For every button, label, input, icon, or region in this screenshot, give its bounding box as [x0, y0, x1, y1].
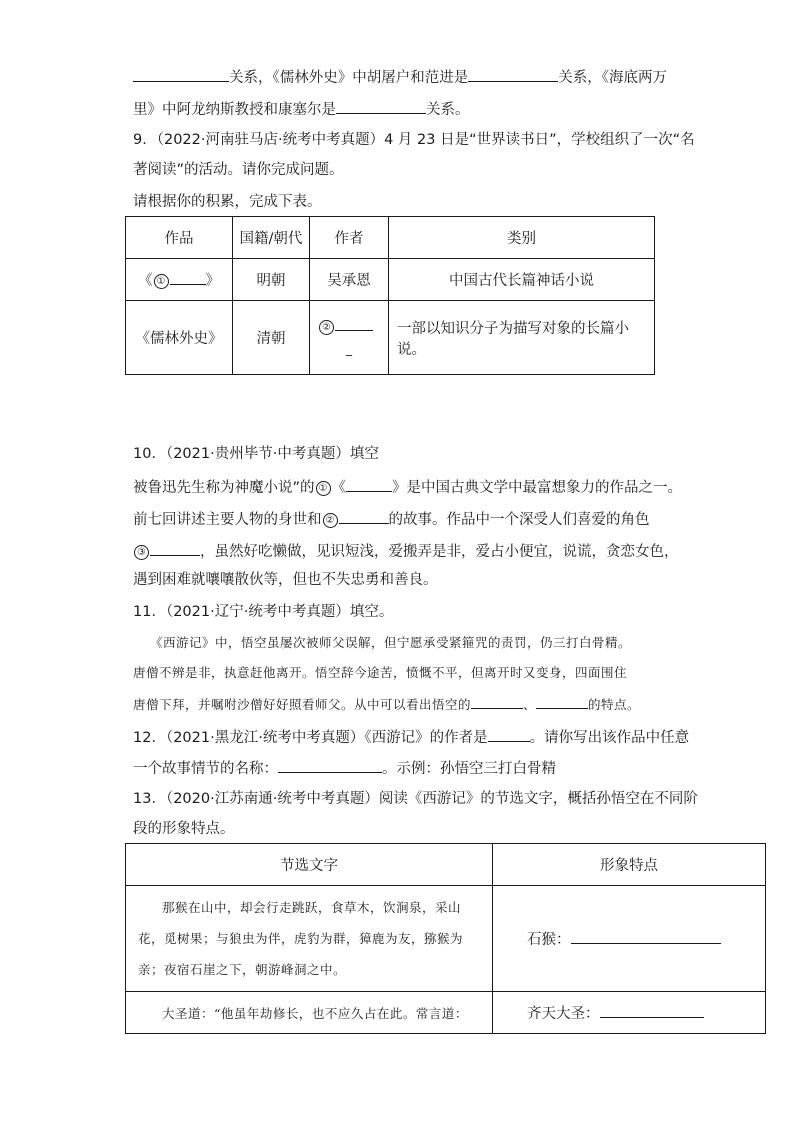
q10-line-3: 前七回讲述主要人物的身世和 ② 的故事。作品中一个深受人们喜爱的角色: [133, 508, 650, 530]
table-header-row: [126, 217, 655, 259]
q10-title: 10．（2021·贵州毕节·中考真题）填空: [133, 446, 379, 462]
q13-stem-line-1: 13．（2020·江苏南通·统考中考真题）阅读《西游记》的节选文字，概括孙悟空在不同阶: [133, 791, 698, 807]
circled-number: ②: [319, 320, 334, 335]
answer-blank[interactable]: [336, 98, 426, 114]
excerpt-cell: 大圣道：“他虽年劫修长，也不应久占在此。常言道：: [126, 992, 493, 1034]
circled-number: ②: [323, 513, 338, 528]
answer-blank[interactable]: [133, 66, 229, 82]
q9-stem-line-1: 9．（2022·河南驻马店·统考中考真题）4 月 23 日是“世界读书日”，学校组织了一次“名: [133, 132, 695, 148]
q13-stem-line-2: 段的形象特点。: [133, 821, 235, 837]
table-row: [126, 301, 655, 375]
q9-instruction: 请根据你的积累，完成下表。: [133, 194, 322, 210]
table-header: 作品: [126, 217, 233, 259]
table-header-row: [126, 844, 766, 886]
q10-line-5: 遇到困难就嚷嚷散伙等，但也不失忠勇和善良。: [133, 572, 438, 588]
table-row: [126, 886, 766, 992]
table-row: [126, 992, 766, 1034]
answer-blank[interactable]: [335, 315, 373, 331]
trait-cell: 齐天大圣：: [493, 992, 766, 1034]
q10-line-4: ③ ，虽然好吃懒做，见识短浅，爱搬弄是非，爱占小便宜，说谎，贪恋女色，: [133, 540, 679, 562]
table-header: 节选文字: [126, 844, 493, 886]
q11-passage-line-2: 唐僧不辨是非，执意赶他离开。悟空辞今途苦，愤慨不平，但离开时又变身，四面围住: [133, 665, 628, 680]
answer-blank[interactable]: [170, 269, 206, 285]
answer-blank[interactable]: [471, 693, 523, 709]
trait-cell: 石猴：: [493, 886, 766, 992]
table-cell: 中国古代长篇神话小说: [389, 259, 655, 301]
table-header: 国籍/朝代: [233, 217, 310, 259]
table-cell: 一部以知识分子为描写对象的长篇小说。: [389, 301, 655, 375]
q11-title: 11．（2021·辽宁·统考中考真题）填空。: [133, 604, 394, 620]
excerpt-cell: 那猴在山中，却会行走跳跃，食草木，饮涧泉，采山 花，觅树果；与狼虫为伴，虎豹为群，獐鹿为友，猕猴为 亲；夜宿石崖之下，朝游峰洞之中。: [126, 886, 493, 992]
table-row: [126, 259, 655, 301]
table-cell-work: 《 ① 》: [126, 259, 233, 301]
answer-blank[interactable]: [150, 540, 200, 556]
q8-line-2: 里》中阿龙纳斯教授和康塞尔是 关系。: [133, 98, 470, 120]
answer-blank[interactable]: [278, 757, 382, 773]
answer-blank[interactable]: [468, 66, 558, 82]
table-cell: 明朝: [233, 259, 310, 301]
table-cell: 清朝: [233, 301, 310, 375]
answer-blank[interactable]: [536, 693, 588, 709]
q9-stem-line-2: 著阅读”的活动。请你完成问题。: [133, 162, 344, 178]
q12-line-2: 一个故事情节的名称： 。示例：孙悟空三打白骨精: [133, 757, 556, 779]
answer-blank[interactable]: [571, 928, 721, 944]
answer-blank[interactable]: [488, 726, 530, 742]
table-header: 作者: [310, 217, 389, 259]
q13-table: [125, 843, 766, 1034]
q10-line-2: 被鲁迅先生称为神魔小说”的 ① 《 》是中国古典文学中最富想象力的作品之一。: [133, 476, 682, 498]
q11-passage-line-3: 唐僧下拜，并嘱咐沙僧好好照看师父。从中可以看出悟空的 、 的特点。: [133, 693, 640, 715]
table-header: 类别: [389, 217, 655, 259]
circled-number: ①: [154, 274, 169, 289]
answer-blank[interactable]: [339, 508, 389, 524]
q8-line-1: 关系，《儒林外史》中胡屠户和范进是 关系，《海底两万: [133, 66, 667, 88]
table-cell: 《儒林外史》: [126, 301, 233, 375]
q11-passage-line-1: 《西游记》中，悟空虽屡次被师父误解，但宁愿承受紧箍咒的责罚，仍三打白骨精。: [150, 635, 632, 650]
q9-table: [125, 216, 655, 375]
table-header: 形象特点: [493, 844, 766, 886]
circled-number: ①: [316, 481, 331, 496]
table-cell: 吴承恩: [310, 259, 389, 301]
q12-line-1: 12．（2021·黑龙江·统考中考真题）《西游记》的作者是 。请你写出该作品中任意: [133, 726, 689, 748]
table-cell-author: ② _: [310, 301, 389, 375]
answer-blank[interactable]: [346, 476, 392, 492]
circled-number: ③: [134, 545, 149, 560]
answer-blank[interactable]: [600, 1002, 704, 1018]
